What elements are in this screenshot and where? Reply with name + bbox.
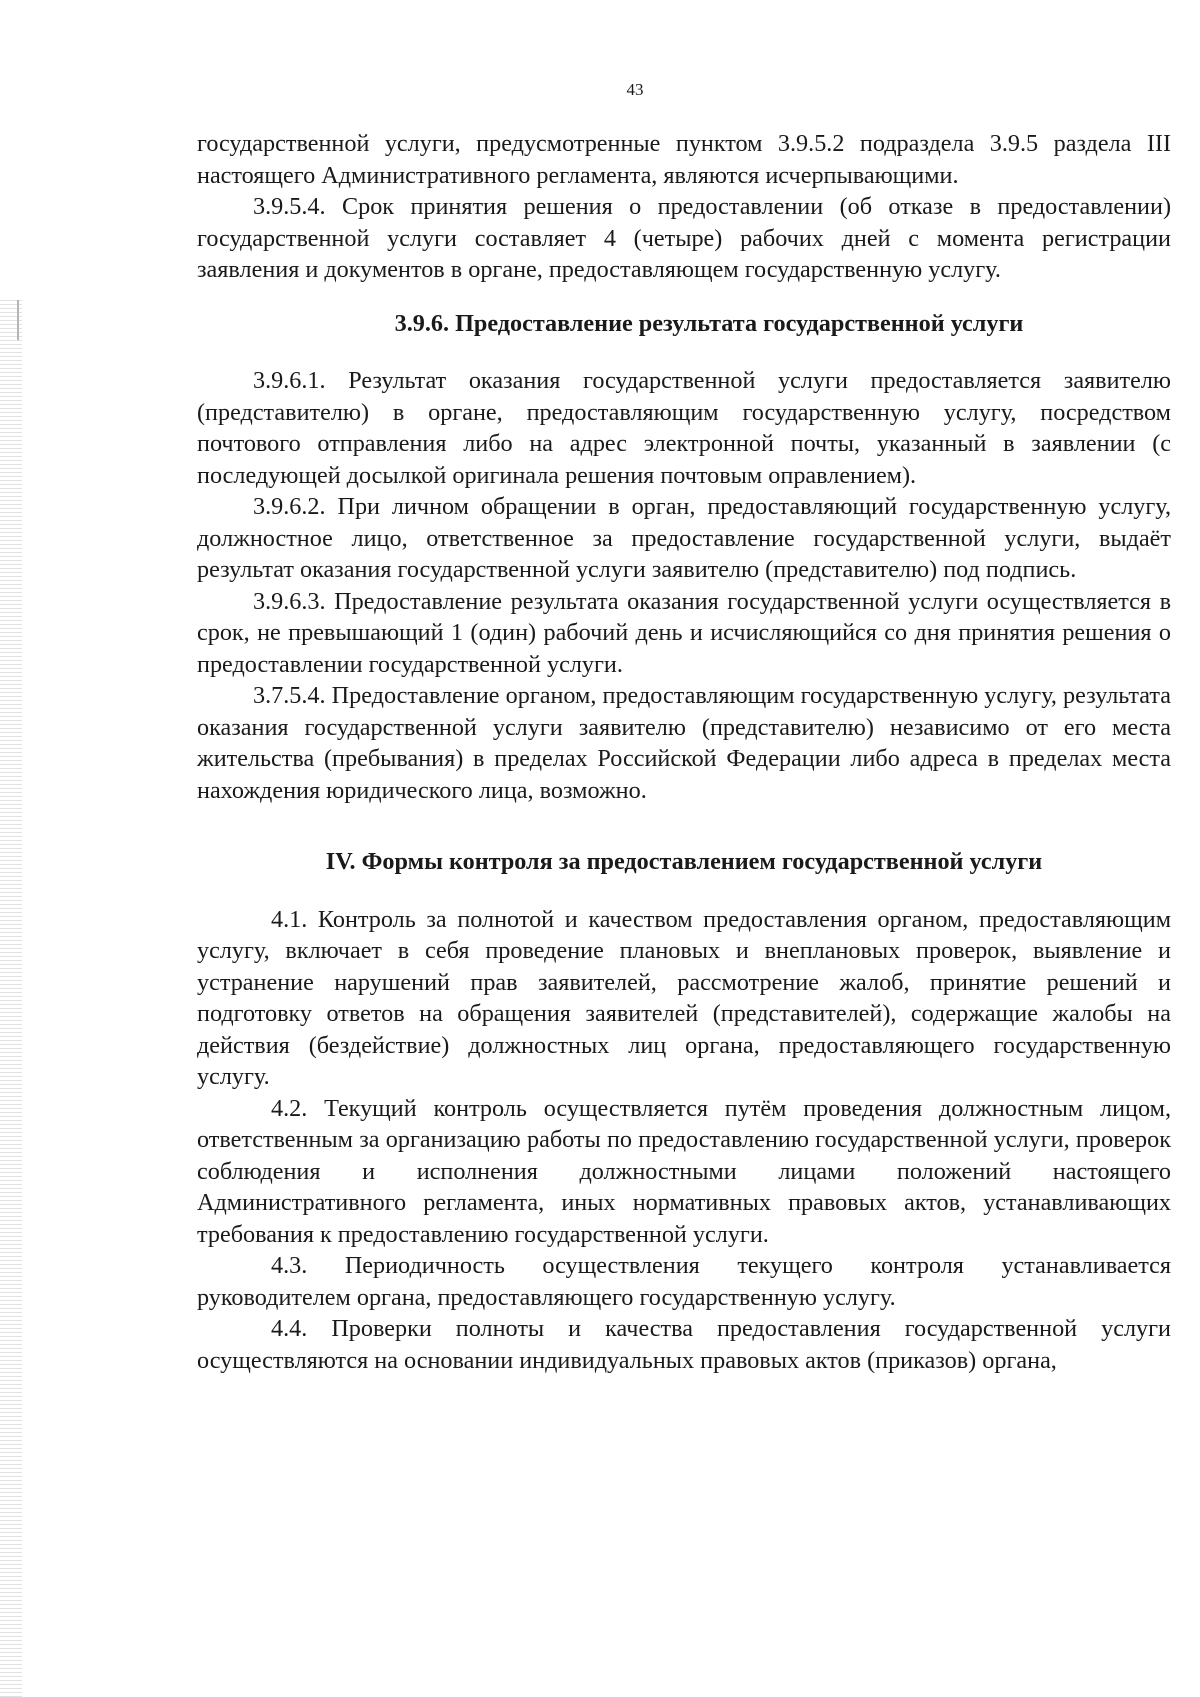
page-number: 43 bbox=[626, 80, 644, 99]
paragraph-3-7-5-4: 3.7.5.4. Предоставление органом, предоставляющим государственную услугу, результата оказания государственной услуги заявителю (представителю) независимо от его места жительства (пребывания) в пределах Российской Федерации либо адреса в пределах места нахождения юридического лица, возможно. bbox=[197, 682, 1171, 804]
paragraph-3-9-5-4: 3.9.5.4. Срок принятия решения о предоставлении (об отказе в предоставлении) государственной услуги составляет 4 (четыре) рабочих дней с момента регистрации заявления и документов в органе, предоставляющем государственную услугу. bbox=[197, 193, 1171, 283]
document-body bbox=[197, 128, 1171, 1376]
paragraph-3-9-6-1: 3.9.6.1. Результат оказания государственной услуги предоставляется заявителю (представителю) в органе, предоставляющим государственную услугу, посредством почтового отправления либо на адрес электронной почты, указанный в заявлении (с последующей досылкой оригинала решения почтовым оправлением). bbox=[197, 367, 1171, 489]
chapter-heading-iv: IV. Формы контроля за предоставлением государственной услуги bbox=[325, 848, 1043, 875]
paragraph-3-9-6-2: 3.9.6.2. При личном обращении в орган, предоставляющий государственную услугу, должностное лицо, ответственное за предоставление государственной услуги, выдаёт результат оказания государственной услуги заявителю (представителю) под подпись. bbox=[197, 493, 1171, 583]
paragraph-4-4: 4.4. Проверки полноты и качества предоставления государственной услуги осуществляются на основании индивидуальных правовых актов (приказов) органа, bbox=[197, 1315, 1171, 1374]
paragraph-4-1: 4.1. Контроль за полнотой и качеством предоставления органом, предоставляющим услугу, включает в себя проведение плановых и внеплановых проверок, выявление и устранение нарушений прав заявителей, рассмотрение жалоб, принятие решений и подготовку ответов на обращения заявителей (представителей), содержащие жалобы на действия (бездействие) должностных лиц органа, предоставляющего государственную услугу. bbox=[197, 905, 1171, 1090]
scan-edge-artifact bbox=[0, 300, 22, 1697]
paragraph-4-3: 4.3. Периодичность осуществления текущего контроля устанавливается руководителем органа, предоставляющего государственную услугу. bbox=[197, 1252, 1171, 1311]
section-heading-3-9-6: 3.9.6. Предоставление результата государственной услуги bbox=[394, 309, 1024, 337]
paragraph-3-9-5-3-continuation: государственной услуги, предусмотренные пунктом 3.9.5.2 подраздела 3.9.5 раздела III настоящего Административного регламента, являются исчерпывающими. bbox=[197, 130, 1171, 189]
scan-edge-mark bbox=[17, 300, 19, 340]
paragraph-3-9-6-3: 3.9.6.3. Предоставление результата оказания государственной услуги осуществляется в срок, не превышающий 1 (один) рабочий день и исчисляющийся со дня принятия решения о предоставлении государственной услуги. bbox=[197, 587, 1171, 678]
paragraph-4-2: 4.2. Текущий контроль осуществляется путём проведения должностным лицом, ответственным за организацию работы по предоставлению государственной услуги, проверок соблюдения и исполнения должностными лицами положений настоящего Административного регламента, иных нормативных правовых актов, устанавливающих требования к предоставлению государственной услуги. bbox=[197, 1094, 1171, 1248]
